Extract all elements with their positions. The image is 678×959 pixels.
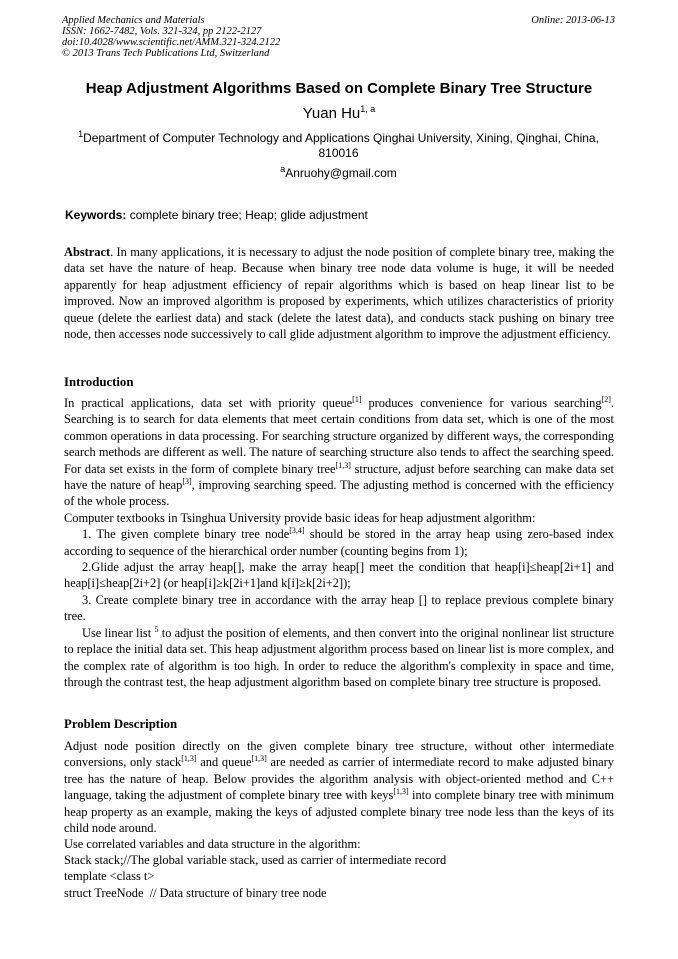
paper-title: Heap Adjustment Algorithms Based on Complete Binary Tree Structure bbox=[85, 80, 593, 97]
email-address: Anruohy@gmail.com bbox=[285, 166, 397, 180]
citation-1: [1] bbox=[352, 394, 362, 404]
problem-paragraph-2: Use correlated variables and data structure in the algorithm: bbox=[64, 837, 361, 852]
code-line: struct TreeNode // Data structure of binary tree node bbox=[64, 885, 327, 900]
introduction-body bbox=[64, 395, 614, 690]
email-line bbox=[62, 166, 615, 181]
problem-heading: Problem Description bbox=[64, 717, 178, 731]
issn-line: ISSN: 1662-7482, Vols. 321-324, pp 2122-2127 bbox=[62, 26, 262, 37]
journal-header bbox=[62, 15, 615, 59]
intro-paragraph-1 bbox=[64, 395, 614, 510]
problem-paragraph-1 bbox=[64, 738, 614, 836]
intro-item-3: 3. Create complete binary tree in accordance with the array heap [] to replace previous complete binary tree. bbox=[64, 592, 614, 624]
citation-stack: [1,3] bbox=[181, 754, 197, 764]
intro-p1-text-a: In practical applications, data set with priority queue bbox=[64, 396, 353, 410]
citation-keys: [1,3] bbox=[393, 787, 409, 797]
journal-name: Applied Mechanics and Materials bbox=[62, 15, 205, 26]
intro-paragraph-2: Computer textbooks in Tsinghua University provide basic ideas for heap adjustment algorithm: bbox=[64, 510, 536, 525]
intro-p3-text-a: Use linear list bbox=[82, 625, 155, 640]
email-sup: a bbox=[280, 164, 286, 174]
intro-p1-text-c: . Searching is to search for data elements that meet certain conditions from data set, which is one of the most common operations in data processing. For searching structure organized by different ways, the corresponding search methods are different as well. The nature of searching structure also tends to affect the searching speed. For data set exists in the form of complete binary tree bbox=[64, 396, 614, 476]
citation-3-4: [3,4] bbox=[289, 526, 305, 536]
copyright-line: © 2013 Trans Tech Publications Ltd, Switzerland bbox=[62, 48, 270, 59]
citation-5: 5 bbox=[154, 624, 159, 634]
citation-1-3: [1,3] bbox=[335, 460, 351, 470]
affiliation-line-1: Department of Computer Technology and Applications Qinghai University, Xining, Qinghai, China, bbox=[83, 131, 599, 145]
online-date: Online: 2013-06-13 bbox=[531, 15, 615, 26]
affiliation-sup: 1 bbox=[78, 129, 84, 139]
citation-3: [3] bbox=[182, 476, 192, 486]
doi-line: doi:10.4028/www.scientific.net/AMM.321-324.2122 bbox=[62, 37, 281, 48]
author-line bbox=[40, 104, 638, 124]
code-line: template <class t> bbox=[64, 869, 155, 884]
problem-p1-text-b: and queue bbox=[196, 755, 252, 770]
code-block bbox=[64, 852, 614, 901]
abstract-label: Abstract bbox=[64, 245, 111, 259]
intro-p3-text-b: to adjust the position of elements, and then convert into the original nonlinear list structure to replace the initial data set. This heap adjustment algorithm process based on linear list is more complex, and the complex rate of algorithm is too high. In order to reduce the algorithm's complexity in space and time, through the contrast test, the heap adjustment algorithm based on complete binary tree structure is proposed. bbox=[64, 625, 614, 689]
keywords bbox=[65, 208, 618, 223]
keywords-text: complete binary tree; Heap; glide adjustment bbox=[126, 208, 368, 222]
problem-p1-text-a: Adjust node position directly on the given complete binary tree structure, without other intermediate conversions, only stack bbox=[64, 739, 614, 770]
affiliation bbox=[62, 131, 615, 161]
intro-item-1 bbox=[64, 526, 614, 559]
problem-body bbox=[64, 738, 614, 853]
abstract bbox=[64, 244, 614, 342]
affiliation-line-2: 810016 bbox=[318, 146, 359, 160]
author-sup: 1, a bbox=[360, 104, 376, 114]
intro-item-2: 2.Glide adjust the array heap[], make the array heap[] meet the condition that heap[i]≤heap[2i+1] and heap[i]≤heap[2i+2] (or heap[i]≥k[2i+1]and k[i]≥k[2i+2]); bbox=[64, 560, 614, 591]
citation-2: [2] bbox=[601, 394, 611, 404]
abstract-text: . In many applications, it is necessary to adjust the node position of complete binary tree, making the data set have the nature of heap. Because when binary tree node data volume is huge, it will be needed apparently for heap adjustment efficiency of repair algorithms which is based on heap linear list to be improved. Now an improved algorithm is proposed by experiments, which utilizes characteristics of priority queue (delete the earliest data) and stack (delete the latest data), and conducts stack pushing on binary tree node, then accesses node successively to call glide adjustment algorithm to improve the adjustment efficiency. bbox=[64, 245, 614, 342]
intro-paragraph-3 bbox=[64, 625, 614, 691]
intro-p1-text-e: , improving searching speed. The adjusting method is concerned with the efficiency of the whole process. bbox=[64, 478, 614, 509]
keywords-label: Keywords: bbox=[65, 208, 127, 222]
problem-p1-text-c: are needed as carrier of intermediate record to make adjusted binary tree has the nature of heap. Below provides the algorithm analysis with object-oriented method and C++ language, taking the adjustment of complete binary tree with keys bbox=[64, 755, 615, 803]
introduction-heading: Introduction bbox=[64, 375, 134, 389]
intro-p1-text-b: produces convenience for various searching bbox=[361, 396, 602, 410]
intro-p1-text-d: structure, adjust before searching can make data set have the nature of heap bbox=[64, 461, 614, 493]
item1-text-a: 1. The given complete binary tree node bbox=[82, 527, 290, 542]
item1-text-b: should be stored in the array heap using zero-based index according to sequence of the hierarchical order number (counting begins from 1); bbox=[64, 527, 614, 558]
code-line: Stack stack;//The global variable stack, used as carrier of intermediate record bbox=[64, 853, 447, 867]
problem-p1-text-d: into complete binary tree with minimum heap property as an example, making the keys of adjusted complete binary tree node less than the keys of its child node around. bbox=[64, 788, 614, 836]
author-name: Yuan Hu bbox=[302, 105, 361, 122]
citation-queue: [1,3] bbox=[251, 754, 267, 764]
